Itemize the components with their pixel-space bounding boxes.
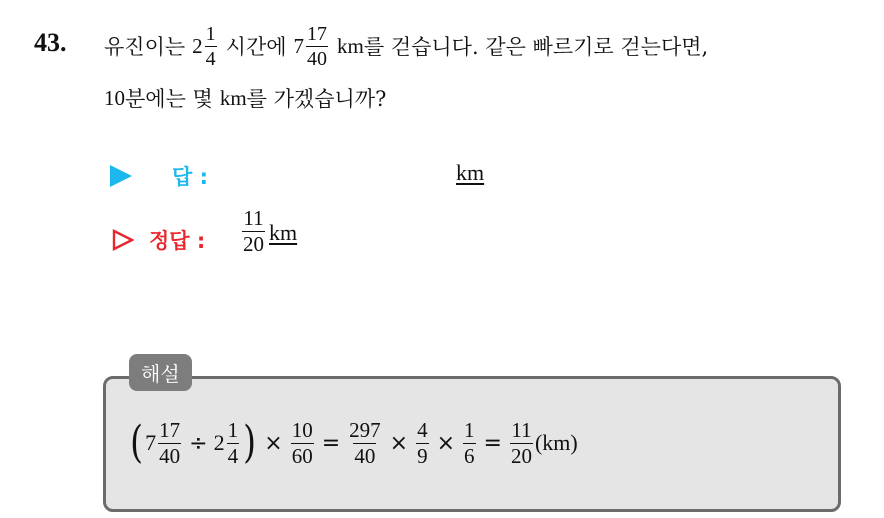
right-paren: ): [243, 417, 257, 468]
left-paren: (: [130, 417, 144, 468]
fraction: [510, 417, 533, 468]
mixed-number-whole: 7: [293, 33, 305, 58]
play-outline-icon: [112, 229, 134, 251]
answer-row: [110, 158, 208, 194]
denominator: 40: [159, 443, 181, 468]
fraction: [227, 417, 240, 468]
correct-answer-row: [112, 222, 205, 258]
fraction: [416, 417, 429, 468]
answer-unit: km: [456, 160, 485, 185]
unit-km: km: [337, 33, 364, 58]
question-text: 유진이는: [104, 35, 186, 59]
fraction: [242, 208, 265, 255]
denominator: 40: [307, 47, 328, 70]
solution-equation: [128, 408, 578, 478]
fraction: [348, 417, 382, 468]
correct-answer-unit: km: [269, 220, 298, 245]
fraction: [291, 417, 314, 468]
question-text: 시간에: [225, 35, 287, 59]
numerator: 4: [417, 417, 428, 442]
denominator: 60: [291, 443, 313, 468]
question-line-2: [104, 80, 386, 116]
numerator: 1: [227, 417, 239, 442]
mixed-number-whole: 2: [213, 430, 225, 455]
mixed-number-whole: 7: [145, 430, 157, 455]
equals-operator: =: [483, 430, 502, 456]
fraction: [463, 417, 476, 468]
numerator: 11: [243, 206, 264, 230]
denominator: 9: [417, 443, 428, 468]
fraction: [306, 24, 328, 69]
numerator: 297: [349, 417, 381, 442]
times-operator: ×: [264, 430, 283, 456]
denominator: 20: [510, 443, 532, 468]
fraction: [205, 24, 217, 69]
numerator: 17: [159, 417, 181, 442]
question-text: 를 가겠습니까?: [246, 87, 387, 111]
question-line-1: [104, 20, 708, 72]
denominator: 4: [227, 443, 239, 468]
times-operator: ×: [389, 430, 409, 456]
times-operator: ×: [436, 430, 456, 456]
question-text: 를 걷습니다. 같은 빠르기로 걷는다면,: [363, 35, 709, 59]
solution-tag: 해설: [129, 354, 192, 391]
denominator: 6: [464, 443, 475, 468]
denominator: 40: [354, 443, 376, 468]
answer-label: 답 :: [172, 165, 208, 189]
numerator: 10: [291, 417, 313, 442]
numerator: 1: [464, 417, 475, 442]
numerator: 17: [307, 22, 328, 45]
question-number: 43.: [34, 28, 67, 57]
denominator: 20: [243, 232, 264, 256]
unit-km: km: [219, 85, 247, 110]
minutes-value: 10: [104, 85, 125, 110]
equals-operator: =: [321, 430, 341, 456]
numerator: 1: [205, 22, 216, 45]
question-text: 분에는 몇: [125, 87, 213, 111]
denominator: 4: [205, 47, 216, 70]
fraction: [158, 417, 181, 468]
play-filled-icon: [110, 165, 132, 187]
numerator: 11: [511, 417, 532, 442]
correct-answer-value: [240, 208, 297, 255]
result-unit: (km): [534, 430, 578, 455]
divide-operator: ÷: [189, 430, 208, 456]
correct-answer-label: 정답 :: [149, 229, 206, 253]
mixed-number-whole: 2: [192, 33, 203, 58]
